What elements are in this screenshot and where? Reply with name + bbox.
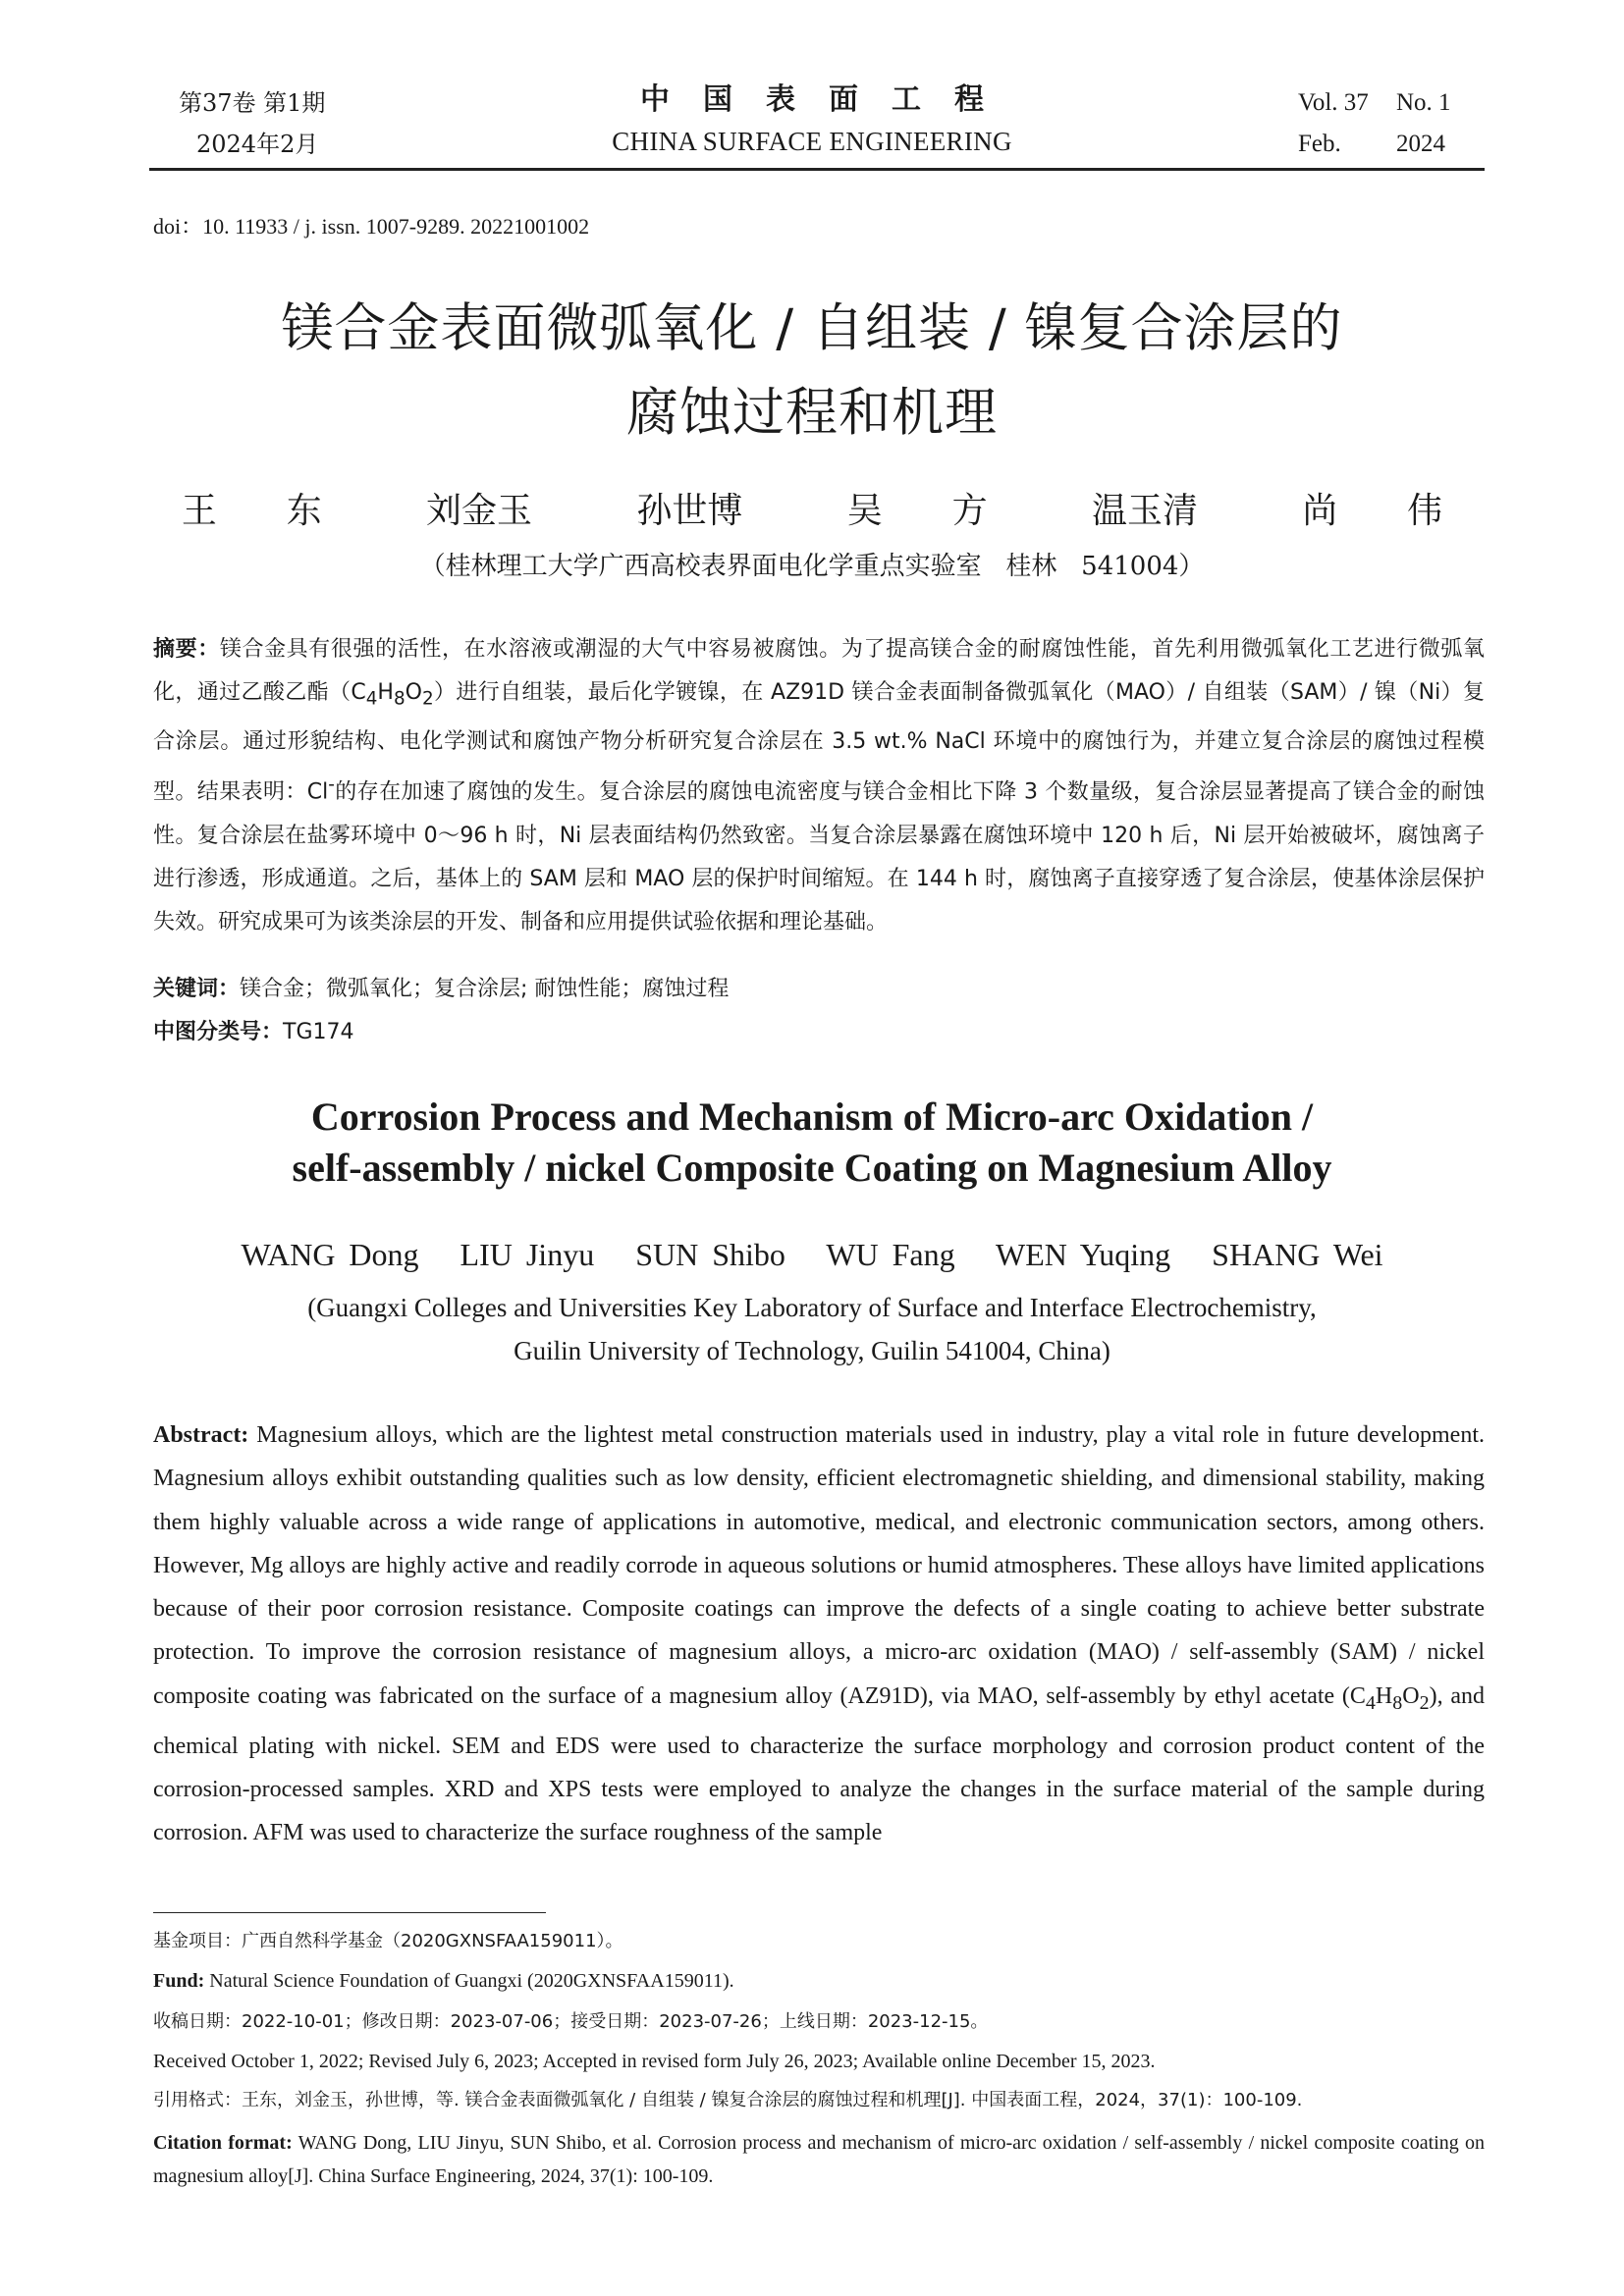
citation-en-label: Citation format:: [153, 2132, 293, 2154]
classification-cn: [153, 1015, 354, 1045]
affiliation-cn: （桂林理工大学广西高校表界面电化学重点实验室 桂林 541004）: [419, 552, 1205, 581]
abstract-en: [153, 1414, 1485, 1855]
dates-en: Received October 1, 2022; Revised July 6, 2023; Accepted in revised form July 26, 2023; Available online December 15, 2023.: [153, 2051, 1156, 2072]
superscript: -: [328, 774, 335, 796]
subscript: 2: [421, 688, 434, 710]
abstract-cn-text: ）进行自组装，最后化学镀镍，在 AZ91D 镁合金表面制备微弧氧化（MAO）/ 自组装（SAM）/ 镍（Ni）复合涂层。通过形貌结构、电化学测试和腐蚀产物分析研究复合涂层在 3.5 wt.% NaCl 环境中的腐蚀行为，并建立复合涂层的腐蚀过程模型。结果表明：Cl: [153, 680, 1485, 805]
volume-en: Vol. 37: [1298, 89, 1369, 116]
fund-en-label: Fund:: [153, 1970, 205, 1992]
formula-part: O: [1402, 1682, 1420, 1709]
header-rule: [149, 168, 1485, 171]
affiliation-en: [0, 1286, 1624, 1372]
fund-en-text: Natural Science Foundation of Guangxi (2020GXNSFAA159011).: [204, 1970, 734, 1992]
abstract-en-label: Abstract:: [153, 1422, 249, 1448]
subscript: 8: [393, 688, 406, 710]
citation-en-text: WANG Dong, LIU Jinyu, SUN Shibo, et al. Corrosion process and mechanism of micro-arc oxidation / self-assembly / nickel composite coating on magnesium alloy[J]. China Surface Engineering, 2024, 37(1): 100-109.: [153, 2132, 1485, 2187]
title-en-line2: self-assembly / nickel Composite Coating on Magnesium Alloy: [292, 1146, 1332, 1190]
formula-part: H: [377, 680, 394, 705]
dates-cn: 收稿日期：2022-10-01；修改日期：2023-07-06；接受日期：2023-07-26；上线日期：2023-12-15。: [153, 2011, 989, 2032]
citation-cn-text: 王东，刘金玉，孙世博，等. 镁合金表面微弧氧化 / 自组装 / 镍复合涂层的腐蚀过程和机理[J]. 中国表面工程，2024，37(1)：100-109.: [242, 2090, 1303, 2110]
authors-en: WANG Dong LIU Jinyu SUN Shibo WU Fang WEN Yuqing SHANG Wei: [241, 1237, 1383, 1272]
abstract-en-text: ), and chemical plating with nickel. SEM and EDS were used to characterize the surface morphology and corrosion product content of the corrosion-processed samples. XRD and XPS tests were employed to analyze the changes in the surface material of the sample during corrosion. AFM was used to characterize the surface roughness of the sample: [153, 1682, 1485, 1846]
issue-en: No. 1: [1396, 89, 1451, 116]
keywords-cn: [153, 972, 729, 1002]
subscript: 4: [1365, 1691, 1376, 1714]
formula-part: H: [1375, 1682, 1393, 1709]
classification-cn-text: TG174: [283, 1020, 354, 1044]
date-cn: 2024年2月: [196, 131, 319, 158]
formula-part: O: [405, 680, 422, 705]
fund-cn: [153, 1928, 1485, 1955]
abstract-cn-label: 摘要：: [153, 637, 220, 662]
title-cn-line2: 腐蚀过程和机理: [626, 383, 998, 443]
journal-name-en: CHINA SURFACE ENGINEERING: [612, 127, 1012, 156]
subscript: 4: [365, 688, 378, 710]
title-cn-line1: 镁合金表面微弧氧化 / 自组装 / 镍复合涂层的: [281, 298, 1343, 358]
abstract-en-text: Magnesium alloys, which are the lightest metal construction materials used in industry, play a vital role in future development. Magnesium alloys exhibit outstanding qualities such as low density, efficient electromagnetic shielding, and dimensional stability, making them highly valuable across a wide range of applications in automotive, medical, and electronic communication sectors, among others. However, Mg alloys are highly active and readily corrode in aqueous solutions or humid atmospheres. These alloys have limited applications because of their poor corrosion resistance. Composite coatings can improve the defects of a single coating to achieve better substrate protection. To improve the corrosion resistance of magnesium alloys, a micro-arc oxidation (MAO) / self-assembly (SAM) / nickel composite coating was fabricated on the surface of a magnesium alloy (AZ91D), via MAO, self-assembly by ethyl acetate (C: [153, 1422, 1485, 1709]
subscript: 2: [1419, 1691, 1430, 1714]
citation-cn: [153, 2087, 1485, 2114]
fund-en: [153, 1967, 1485, 1995]
footnote-rule: [153, 1912, 546, 1913]
citation-cn-label: 引用格式：: [153, 2090, 242, 2110]
citation-en: [153, 2126, 1485, 2193]
abstract-cn: [153, 628, 1485, 944]
doi: doi：10. 11933 / j. issn. 1007-9289. 20221001002: [153, 214, 590, 239]
year-en: 2024: [1396, 131, 1445, 157]
authors-cn: 王 东 刘金玉 孙世博 吴 方 温玉清 尚 伟: [181, 491, 1443, 531]
month-en: Feb.: [1298, 131, 1341, 157]
fund-cn-text: 广西自然科学基金（2020GXNSFAA159011）。: [242, 1931, 623, 1951]
keywords-cn-label: 关键词：: [153, 977, 241, 1001]
classification-cn-label: 中图分类号：: [153, 1020, 284, 1044]
affiliation-en-line1: (Guangxi Colleges and Universities Key Laboratory of Surface and Interface Electrochemistry,: [307, 1293, 1317, 1322]
page-title-cn: [0, 287, 1624, 455]
journal-name-cn: 中国表面工程: [640, 82, 1017, 117]
fund-cn-label: 基金项目：: [153, 1931, 242, 1951]
affiliation-en-line2: Guilin University of Technology, Guilin 541004, China): [514, 1336, 1110, 1365]
subscript: 8: [1392, 1691, 1403, 1714]
header-volume-issue-en: [1298, 82, 1451, 165]
abstract-cn-text: 的存在加速了腐蚀的发生。复合涂层的腐蚀电流密度与镁合金相比下降 3 个数量级，复合涂层显著提高了镁合金的耐蚀性。复合涂层在盐雾环境中 0～96 h 时，Ni 层表面结构仍然致密。当复合涂层暴露在腐蚀环境中 120 h 后，Ni 层开始被破坏，腐蚀离子进行渗透，形成通道。之后，基体上的 SAM 层和 MAO 层的保护时间缩短。在 144 h 时，腐蚀离子直接穿透了复合涂层，使基体涂层保护失效。研究成果可为该类涂层的开发、制备和应用提供试验依据和理论基础。: [153, 779, 1485, 934]
page-title-en: [0, 1092, 1624, 1194]
title-en-line1: Corrosion Process and Mechanism of Micro-arc Oxidation /: [310, 1095, 1314, 1139]
volume-cn: 第37卷 第1期: [179, 89, 326, 117]
abstract-cn-text: 镁合金具有很强的活性，在水溶液或潮湿的大气中容易被腐蚀。为了提高镁合金的耐腐蚀性能，首先利用微弧氧化工艺进行微弧氧化，通过乙酸乙酯（C: [153, 637, 1485, 705]
keywords-cn-text: 镁合金；微弧氧化；复合涂层; 耐蚀性能；腐蚀过程: [240, 977, 730, 1001]
